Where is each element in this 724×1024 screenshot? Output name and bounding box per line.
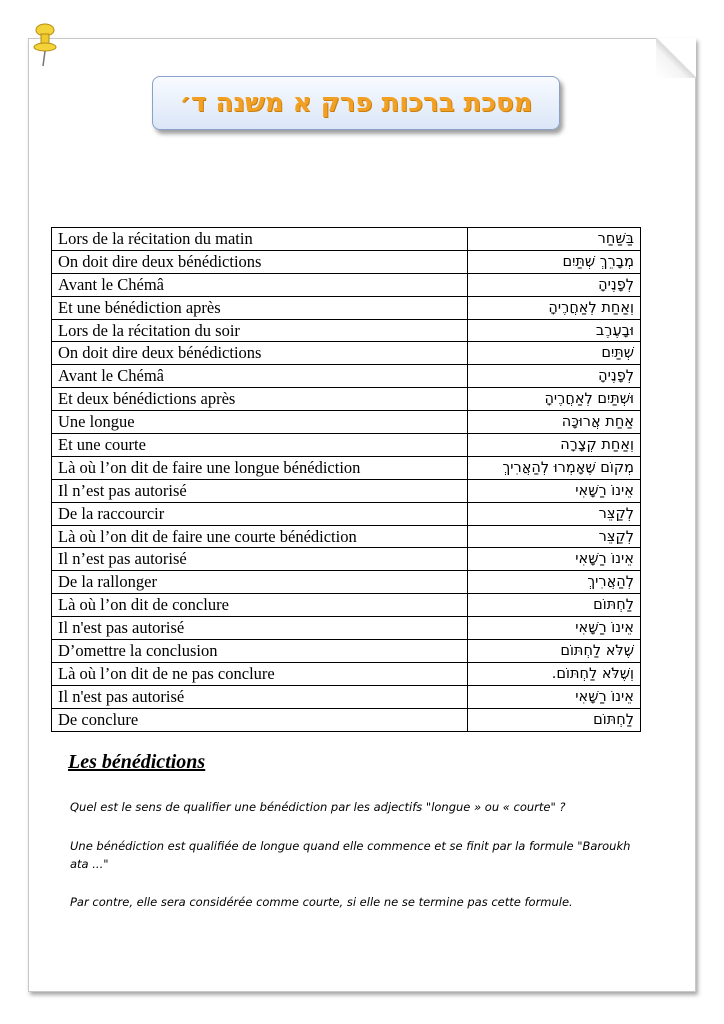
french-cell: D’omettre la conclusion xyxy=(52,640,468,663)
french-cell: Lors de la récitation du soir xyxy=(52,319,468,342)
hebrew-cell: אֵינוֹ רַשָּׁאִי xyxy=(468,548,641,571)
french-cell: Là où l’on dit de conclure xyxy=(52,594,468,617)
title-banner xyxy=(152,76,560,130)
page-title: מסכת ברכות פרק א משנה ד׳ xyxy=(179,88,533,118)
hebrew-cell: וְשֶׁלֹּא לַחְתּוֹם. xyxy=(468,662,641,685)
hebrew-cell: לַחְתּוֹם xyxy=(468,594,641,617)
hebrew-cell: שְׁתַּיִם xyxy=(468,342,641,365)
french-cell: Là où l’on dit de faire une courte bénédiction xyxy=(52,525,468,548)
hebrew-cell: לְפָנֶיהָ xyxy=(468,365,641,388)
table-row xyxy=(52,250,641,273)
hebrew-cell: אַחַת אֲרוּכָּה xyxy=(468,411,641,434)
hebrew-cell: לַחְתּוֹם xyxy=(468,708,641,731)
table-row xyxy=(52,456,641,479)
table-row xyxy=(52,594,641,617)
hebrew-cell: שֶׁלֹּא לַחְתּוֹם xyxy=(468,640,641,663)
table-row xyxy=(52,617,641,640)
french-cell: Et une bénédiction après xyxy=(52,296,468,319)
table-row xyxy=(52,525,641,548)
french-cell: De conclure xyxy=(52,708,468,731)
pushpin-icon xyxy=(30,22,60,68)
table-row xyxy=(52,708,641,731)
hebrew-cell: אֵינוֹ רַשָּׁאִי xyxy=(468,479,641,502)
table-row xyxy=(52,640,641,663)
french-cell: Une longue xyxy=(52,411,468,434)
hebrew-cell: וּשְׁתַּיִם לְאַחֲרֶיהָ xyxy=(468,388,641,411)
hebrew-cell: וּבָעֶרֶב xyxy=(468,319,641,342)
french-cell: Il n'est pas autorisé xyxy=(52,685,468,708)
table-row xyxy=(52,388,641,411)
french-cell: On doit dire deux bénédictions xyxy=(52,250,468,273)
hebrew-cell: לְפָנֶיהָ xyxy=(468,273,641,296)
contrast-paragraph: Par contre, elle sera considérée comme courte, si elle ne se termine pas cette formule. xyxy=(70,895,573,909)
table-row xyxy=(52,502,641,525)
hebrew-cell: לְקַצֵּר xyxy=(468,525,641,548)
table-row xyxy=(52,319,641,342)
table-row xyxy=(52,548,641,571)
table-row xyxy=(52,479,641,502)
table-row xyxy=(52,571,641,594)
french-cell: Il n’est pas autorisé xyxy=(52,548,468,571)
table-row xyxy=(52,662,641,685)
french-cell: Lors de la récitation du matin xyxy=(52,228,468,251)
hebrew-cell: בַּשַּׁחַר xyxy=(468,228,641,251)
table-row xyxy=(52,434,641,457)
french-cell: On doit dire deux bénédictions xyxy=(52,342,468,365)
french-cell: Et une courte xyxy=(52,434,468,457)
french-cell: De la rallonger xyxy=(52,571,468,594)
table-row xyxy=(52,273,641,296)
french-cell: Il n’est pas autorisé xyxy=(52,479,468,502)
french-cell: De la raccourcir xyxy=(52,502,468,525)
table-row xyxy=(52,296,641,319)
french-cell: Là où l’on dit de ne pas conclure xyxy=(52,662,468,685)
french-cell: Là où l’on dit de faire une longue bénédiction xyxy=(52,456,468,479)
french-cell: Avant le Chémâ xyxy=(52,273,468,296)
hebrew-cell: מְקוֹם שֶׁאָמְרוּ לְהַאֲרִיךְ xyxy=(468,456,641,479)
page-curl-corner xyxy=(656,38,696,78)
hebrew-cell: וְאַחַת לְאַחֲרֶיהָ xyxy=(468,296,641,319)
french-cell: Et deux bénédictions après xyxy=(52,388,468,411)
table-row xyxy=(52,228,641,251)
section-heading: Les bénédictions xyxy=(68,751,206,773)
hebrew-cell: וְאַחַת קְצָרָה xyxy=(468,434,641,457)
question-paragraph: Quel est le sens de qualifier une bénédiction par les adjectifs "longue » ou « courte" ? xyxy=(70,800,566,814)
hebrew-cell: אֵינוֹ רַשָּׁאִי xyxy=(468,617,641,640)
mishna-table xyxy=(51,227,641,732)
hebrew-cell: לְקַצֵּר xyxy=(468,502,641,525)
hebrew-cell: אֵינוֹ רַשָּׁאִי xyxy=(468,685,641,708)
table-row xyxy=(52,411,641,434)
definition-paragraph: Une bénédiction est qualifiée de longue quand elle commence et se finit par la formule "Baroukh ata ..." xyxy=(70,839,631,871)
french-cell: Avant le Chémâ xyxy=(52,365,468,388)
hebrew-cell: לְהַאֲרִיךְ xyxy=(468,571,641,594)
table-row xyxy=(52,365,641,388)
hebrew-cell: מְבָרֵךְ שְׁתַּיִם xyxy=(468,250,641,273)
table-row xyxy=(52,342,641,365)
french-cell: Il n'est pas autorisé xyxy=(52,617,468,640)
table-row xyxy=(52,685,641,708)
